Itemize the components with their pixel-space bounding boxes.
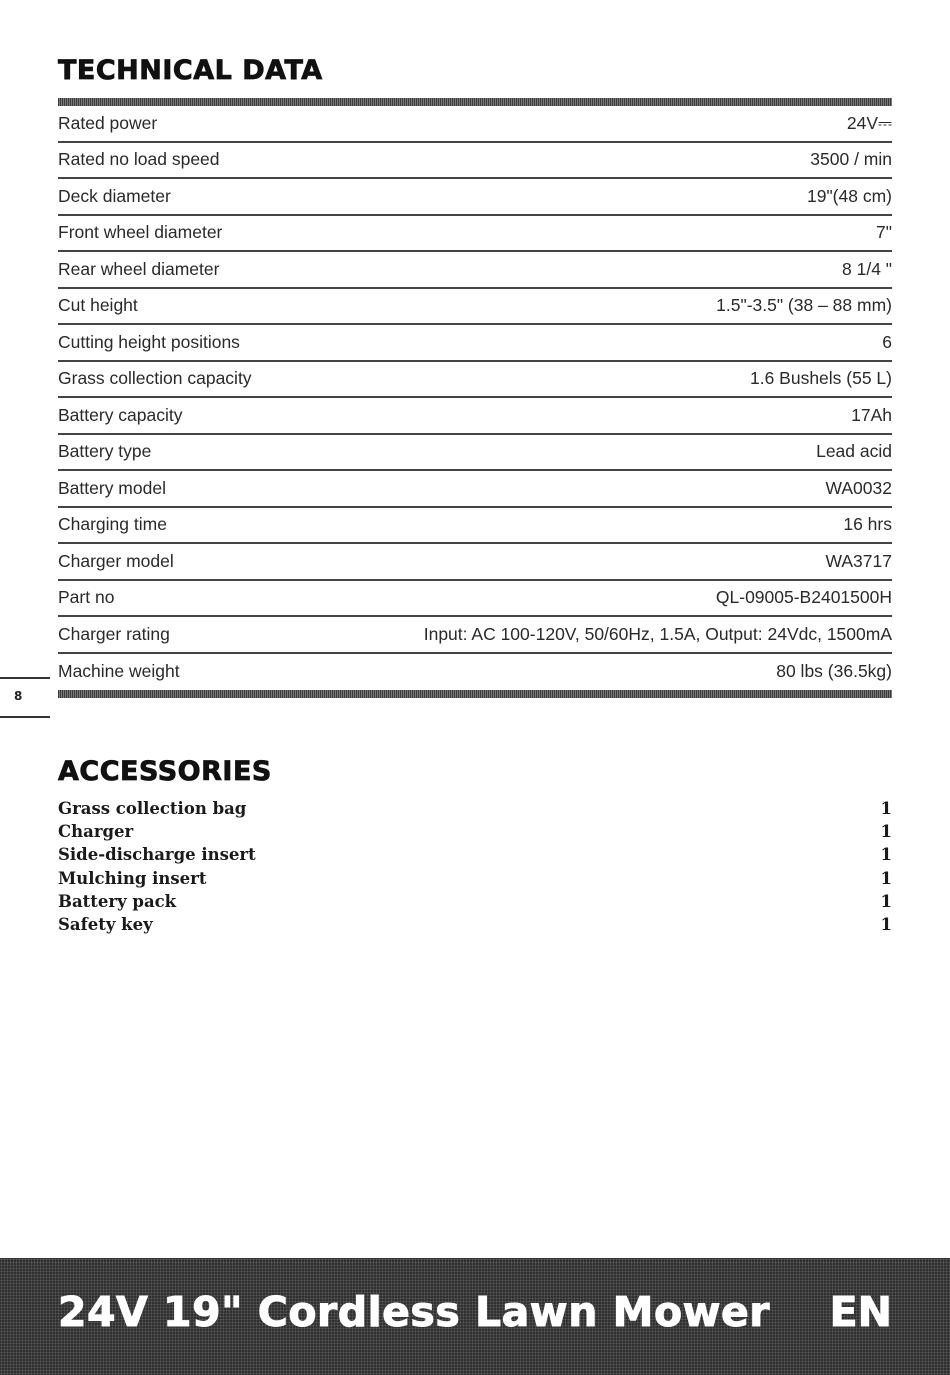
accessory-qty: 1 (880, 891, 892, 911)
table-row (58, 435, 892, 472)
list-item (58, 890, 892, 913)
spec-value: 17Ah (851, 404, 892, 425)
spec-value: 3500 / min (810, 149, 892, 170)
spec-value: 1.5"-3.5" (38 – 88 mm) (716, 295, 892, 316)
page-marker-top-line (0, 677, 50, 679)
spec-label: Rear wheel diameter (58, 258, 220, 279)
spec-label: Deck diameter (58, 185, 171, 206)
accessory-name: Mulching insert (58, 868, 207, 888)
list-item (58, 843, 892, 866)
spec-value: 16 hrs (843, 514, 892, 535)
spec-value: WA0032 (825, 477, 892, 498)
spec-value: WA3717 (825, 550, 892, 571)
spec-label: Battery capacity (58, 404, 183, 425)
table-row (58, 471, 892, 508)
accessory-name: Safety key (58, 915, 153, 935)
page-marker-bottom-line (0, 716, 50, 718)
accessory-qty: 1 (880, 799, 892, 819)
spec-value: 1.6 Bushels (55 L) (749, 368, 892, 389)
spec-label: Grass collection capacity (58, 368, 252, 389)
spec-label: Battery type (58, 441, 152, 462)
technical-data-table (58, 98, 892, 698)
table-row (58, 581, 892, 618)
accessory-name: Charger (58, 822, 134, 842)
table-row (58, 289, 892, 326)
table-row (58, 398, 892, 435)
spec-label: Cutting height positions (58, 331, 240, 352)
spec-label: Machine weight (58, 661, 180, 682)
spec-label: Part no (58, 587, 115, 608)
footer-title: 24V 19" Cordless Lawn Mower (58, 1288, 771, 1336)
accessory-name: Battery pack (58, 891, 177, 911)
technical-data-heading: TECHNICAL DATA (58, 55, 323, 86)
spec-value: 19"(48 cm) (807, 185, 892, 206)
spec-value: 7" (876, 222, 892, 243)
spec-label: Cut height (58, 295, 138, 316)
table-row (58, 106, 892, 143)
table-row (58, 508, 892, 545)
spec-label: Front wheel diameter (58, 222, 223, 243)
spec-label: Rated power (58, 112, 158, 133)
accessory-qty: 1 (880, 915, 892, 935)
table-row (58, 654, 892, 691)
accessory-name: Grass collection bag (58, 799, 247, 819)
list-item (58, 867, 892, 890)
spec-value: 24V⎓ (846, 112, 892, 133)
spec-label: Charging time (58, 514, 167, 535)
accessory-qty: 1 (880, 845, 892, 865)
list-item (58, 797, 892, 820)
table-row (58, 252, 892, 289)
list-item (58, 820, 892, 843)
page-marker (0, 677, 50, 717)
spec-label: Charger rating (58, 623, 170, 644)
accessory-name: Side-discharge insert (58, 845, 256, 865)
spec-value: 80 lbs (36.5kg) (776, 661, 892, 682)
table-top-rule (58, 98, 892, 106)
spec-value: 6 (882, 331, 892, 352)
table-row (58, 362, 892, 399)
footer-language: EN (829, 1288, 892, 1336)
spec-value: 8 1/4 " (842, 258, 892, 279)
table-bottom-rule (58, 690, 892, 698)
table-row (58, 617, 892, 654)
accessory-qty: 1 (880, 868, 892, 888)
spec-label: Charger model (58, 550, 174, 571)
table-row (58, 179, 892, 216)
spec-value: Lead acid (816, 441, 892, 462)
spec-label: Rated no load speed (58, 149, 220, 170)
page-number: 8 (14, 689, 23, 703)
accessory-qty: 1 (880, 822, 892, 842)
accessories-heading: ACCESSORIES (58, 756, 272, 787)
spec-value: Input: AC 100-120V, 50/60Hz, 1.5A, Output: 24Vdc, 1500mA (423, 623, 892, 644)
spec-value: QL-09005-B2401500H (715, 587, 892, 608)
table-row (58, 325, 892, 362)
list-item (58, 913, 892, 936)
table-row (58, 143, 892, 180)
spec-label: Battery model (58, 477, 166, 498)
accessories-list (58, 797, 892, 936)
table-row (58, 216, 892, 253)
table-row (58, 544, 892, 581)
